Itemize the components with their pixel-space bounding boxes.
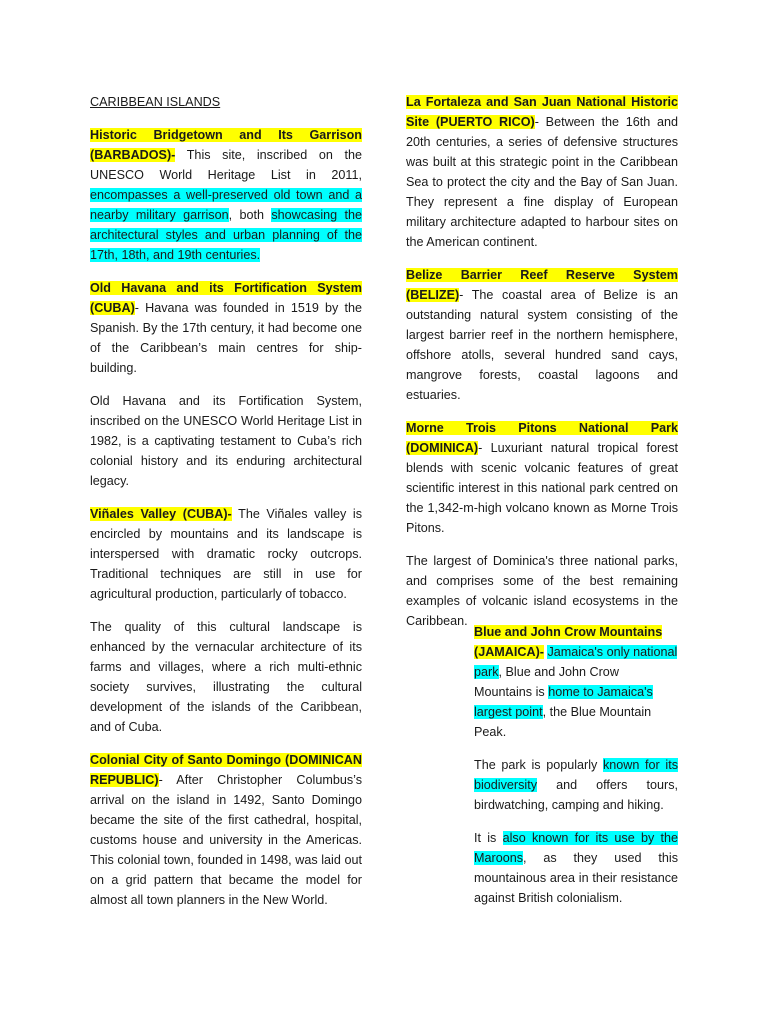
body-text: The Viñales valley is encircled by mountains and its landscape is interspersed with dramatic rocky outcrops. Traditional techniques are still in use for agricultural production, particularly of tobacco. xyxy=(90,507,362,601)
paragraph-old-havana-2: Old Havana and its Fortification System, inscribed on the UNESCO World Heritage List in 1982, is a captivating testament to Cuba’s rich colonial history and its enduring architectural legacy. xyxy=(90,394,362,488)
paragraph-vinales-2: The quality of this cultural landscape is enhanced by the vernacular architecture of its farms and villages, where a rich multi-ethnic society survives, illustrating the cultural development of the islands of the Caribbean, and of Cuba. xyxy=(90,620,362,734)
indented-column xyxy=(474,622,678,921)
body-text: It is xyxy=(474,831,503,845)
site-title-dominica: Morne Trois Pitons National Park (DOMINICA) xyxy=(406,421,678,455)
site-title-belize: Belize Barrier Reef Reserve System (BELIZE) xyxy=(406,268,678,302)
site-title-santo-domingo: Colonial City of Santo Domingo (DOMINICAN REPUBLIC) xyxy=(90,753,362,787)
body-text: , the Blue Mountain Peak. xyxy=(474,705,652,739)
document-heading: CARIBBEAN ISLANDS xyxy=(90,95,221,109)
highlight-phrase: showcasing the architectural styles and urban planning of the 17th, 18th, and 19th centuries. xyxy=(90,208,363,262)
site-title-jamaica: Blue and John Crow Mountains (JAMAICA)- xyxy=(474,625,663,659)
body-text: , as they used this mountainous area in their resistance against British colonialism. xyxy=(474,851,678,905)
body-text: The park is popularly xyxy=(474,758,603,772)
paragraph-barbados xyxy=(90,125,362,265)
paragraph-dominica xyxy=(406,418,678,538)
paragraph-belize xyxy=(406,265,678,405)
highlight-phrase: also known for its use by the Maroons xyxy=(474,831,678,865)
site-title-puerto-rico: La Fortaleza and San Juan National Historic Site (PUERTO RICO) xyxy=(406,95,678,129)
body-text: , both xyxy=(228,208,272,222)
highlight-phrase: known for its biodiversity xyxy=(474,758,678,792)
highlight-phrase: encompasses a well-preserved old town and a nearby military garrison xyxy=(90,188,362,222)
title-dash: - xyxy=(171,148,176,162)
paragraph-old-havana xyxy=(90,278,362,378)
paragraph-dominica-2: The largest of Dominica's three national parks, and comprises some of the best remaining examples of volcanic island ecosystems in the Caribbean. xyxy=(406,554,678,628)
highlight-phrase: Jamaica's only national park xyxy=(474,645,678,679)
right-column xyxy=(406,92,678,644)
body-text: and offers tours, birdwatching, camping and hiking. xyxy=(474,778,678,812)
highlight-phrase: home to Jamaica's largest point xyxy=(474,685,653,719)
paragraph-jamaica xyxy=(474,622,678,742)
paragraph-jamaica-2 xyxy=(474,755,678,815)
body-text: - Luxuriant natural tropical forest blends with scenic volcanic features of great scientific interest in this national park centred on the 1,342-m-high volcano known as Morne Trois Pitons. xyxy=(406,441,678,535)
body-text: - The coastal area of Belize is an outstanding natural system consisting of the largest barrier reef in the northern hemisphere, offshore atolls, several hundred sand cays, mangrove forests, coastal lagoons and estuaries. xyxy=(406,288,678,402)
left-column xyxy=(90,92,362,923)
body-text: , Blue and John Crow Mountains is xyxy=(474,665,619,699)
site-title-barbados: Historic Bridgetown and Its Garrison (BARBADOS) xyxy=(90,128,362,162)
site-title-old-havana: Old Havana and its Fortification System (CUBA) xyxy=(90,281,362,315)
paragraph-jamaica-3 xyxy=(474,828,678,908)
site-title-vinales: Viñales Valley (CUBA)- xyxy=(90,507,232,521)
paragraph-santo-domingo xyxy=(90,750,362,910)
paragraph-vinales xyxy=(90,504,362,604)
body-text: - After Christopher Columbus’s arrival on the island in 1492, Santo Domingo became the site of the first cathedral, hospital, customs house and university in the Americas. This colonial town, founded in 1498, was laid out on a grid pattern that became the model for almost all town planners in the New World. xyxy=(90,773,362,907)
body-text: This site, inscribed on the UNESCO World Heritage List in 2011, xyxy=(90,148,362,182)
paragraph-puerto-rico xyxy=(406,92,678,252)
body-text: - Havana was founded in 1519 by the Spanish. By the 17th century, it had become one of the Caribbean’s main centres for ship-building. xyxy=(90,301,362,375)
body-text: - Between the 16th and 20th centuries, a series of defensive structures was built at this strategic point in the Caribbean Sea to protect the city and the Bay of San Juan. They represent a fine display of European military architecture adapted to harbour sites on the American continent. xyxy=(406,115,678,249)
